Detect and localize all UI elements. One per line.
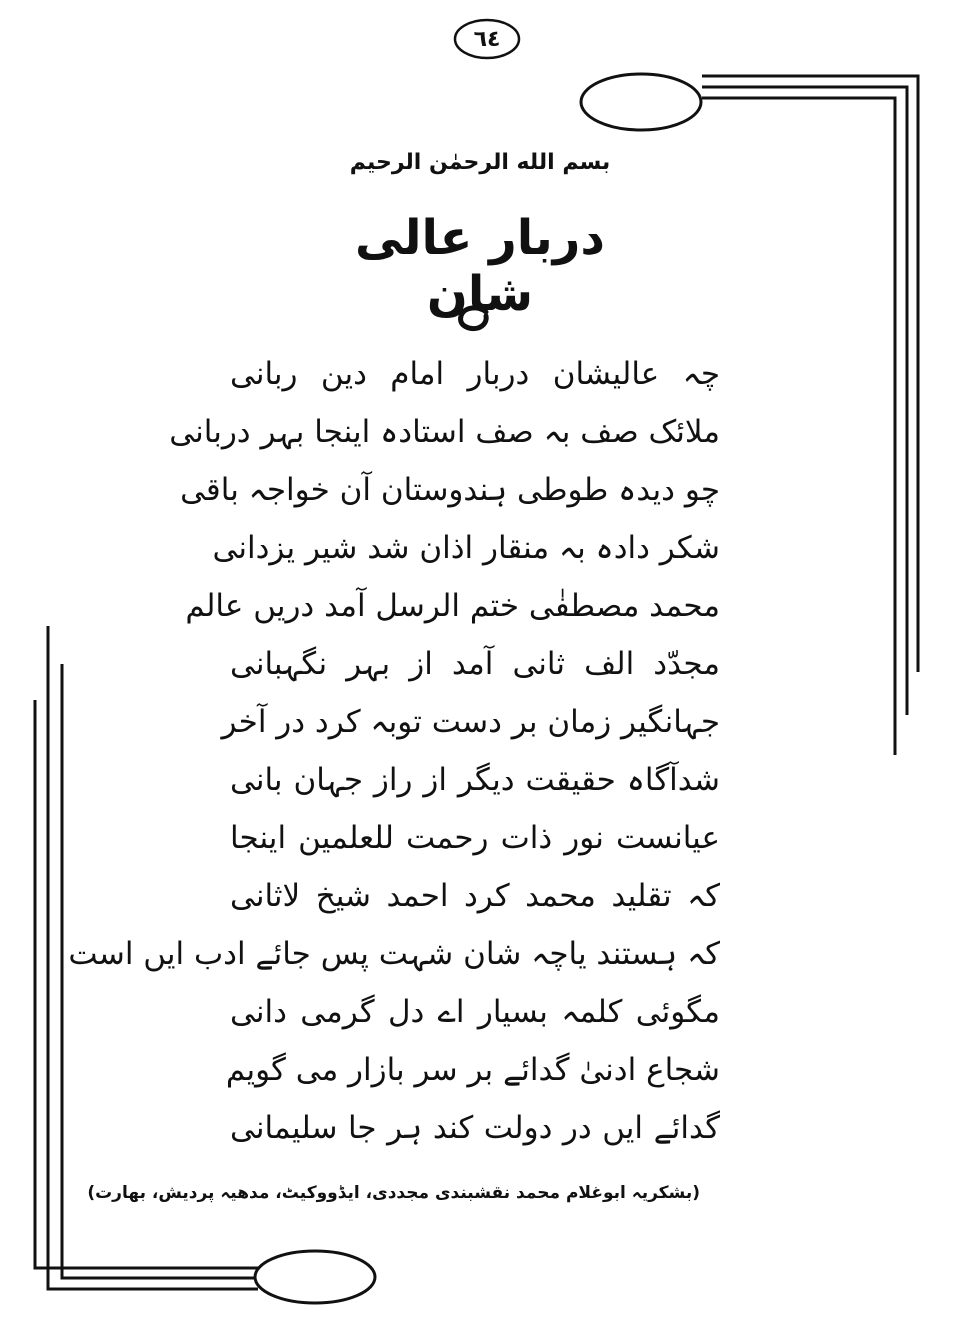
poem-line: گدائے ایں در دولت کند ہر جا سلیمانی xyxy=(230,1110,720,1146)
bismillah-heading: بسم الله الرحمٰن الرحيم xyxy=(349,150,611,175)
poem-body xyxy=(68,345,720,1157)
credit-line: (بشکریہ ابوغلام محمد نقشبندی مجددی، ایڈووکیٹ، مدھیہ پردیش، بھارت) xyxy=(87,1183,700,1203)
poem-line: مجدّد الف ثانی آمد از بہر نگہبانی xyxy=(230,646,720,682)
poem-line: مگوئی کلمہ بسیار اے دل گرمی دانی xyxy=(230,994,720,1030)
poem-line: شدآگاہ حقیقت دیگر از راز جہان بانی xyxy=(230,762,720,798)
poem-line: عیانست نور ذات رحمت للعلمین اینجا xyxy=(230,820,720,856)
poem-line: چو دیدہ طوطی ہندوستان آن خواجہ باقی xyxy=(180,472,720,508)
bottom-oval-ornament xyxy=(255,1251,375,1303)
poem-line: جہانگیر زمان بر دست توبہ کرد در آخر xyxy=(221,704,720,740)
page-number: ٦٤ xyxy=(473,26,501,52)
top-oval-ornament xyxy=(581,74,701,130)
poem-line: شکر دادہ بہ منقار اذان شد شیر یزدانی xyxy=(212,530,720,566)
poem-line: کہ ہستند یاچہ شان شہت پس جائے ادب ایں است xyxy=(68,936,720,972)
title-ornament-icon xyxy=(456,306,490,332)
poem-title: دربار عالی شان xyxy=(354,210,606,322)
poem-line: چہ عالیشان دربار امام دین ربانی xyxy=(230,356,720,392)
poem-line: محمد مصطفٰی ختم الرسل آمد دریں عالم xyxy=(185,588,720,624)
poem-line: کہ تقلید محمد کرد احمد شیخ لاثانی xyxy=(230,878,720,914)
poem-line: شجاع ادنیٰ گدائے بر سر بازار می گویم xyxy=(225,1052,720,1088)
poem-line: ملائک صف بہ صف استادہ اینجا بہر دربانی xyxy=(169,414,720,450)
